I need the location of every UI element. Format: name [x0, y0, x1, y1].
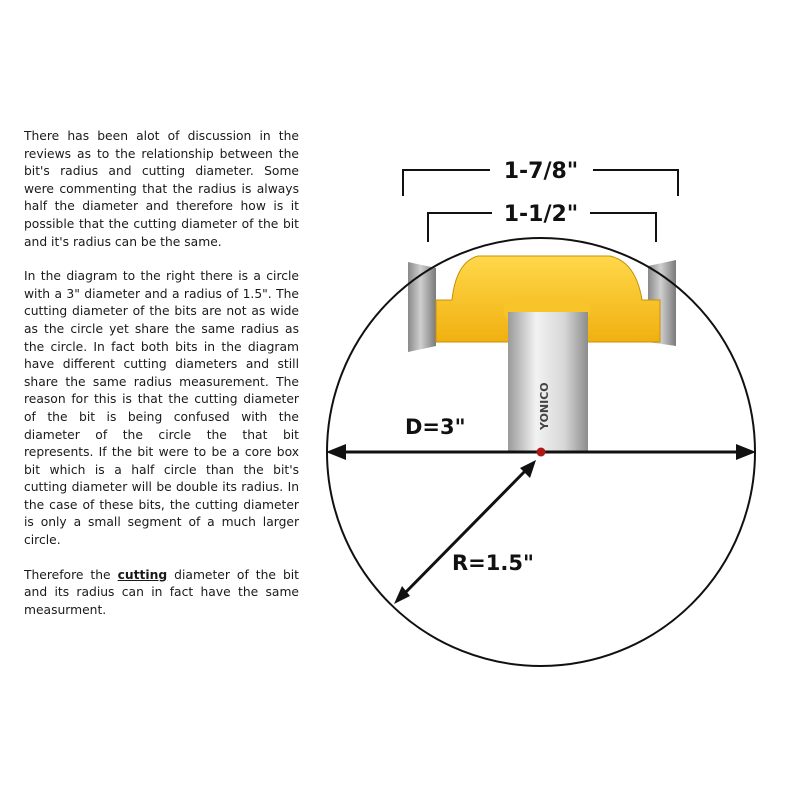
paragraph-1: There has been alot of discussion in the reviews as to the relationship between the bit's radius and cutting diameter. Some were commenting that the radius is always half the diameter and therefore how is it possible that the cutting diameter of the bit and it's radius can be the same.	[24, 129, 299, 249]
shank-brand: YONICO	[538, 382, 551, 430]
outer-cutting-diameter-label: 1-7/8"	[503, 159, 579, 184]
bit-shank	[508, 312, 588, 452]
left-carbide-cutter	[408, 262, 436, 352]
cutting-emphasis: cutting	[117, 567, 168, 582]
radius-label: R=1.5"	[452, 551, 534, 575]
paragraph-3: Therefore the cutting diameter of the bit and its radius can in fact have the same measurment.	[24, 567, 299, 617]
radius-arrow	[394, 460, 536, 604]
center-point	[537, 448, 546, 457]
paragraph-2: In the diagram to the right there is a circle with a 3" diameter and a radius of 1.5". The cutting diameter of the bits are not as wide as the circle yet share the same radius as the circle. In fact both bits in the diagram have different cutting diameters and still share the same radius measurement. The reason for this is that the cutting diameter of the bit is being confused with the diameter of the circle the that bit represents. If the bit were to be a core box bit which is a half circle than the bit's cutting diameter will be double its radius. In the case of these bits, the cutting diameter is only a small segment of a much larger circle.	[24, 269, 299, 548]
diameter-label: D=3"	[405, 415, 466, 439]
inner-cutting-diameter-label: 1-1/2"	[503, 202, 579, 227]
